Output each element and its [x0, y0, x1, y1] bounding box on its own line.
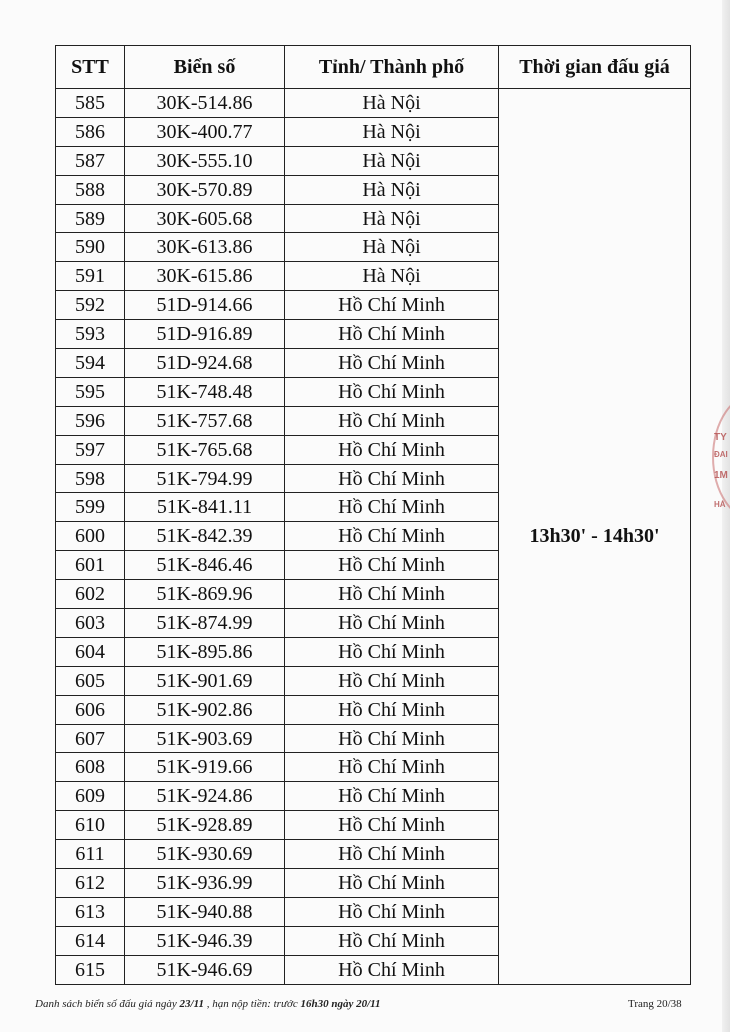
cell-plate: 51K-757.68 [125, 406, 285, 435]
cell-province: Hồ Chí Minh [285, 464, 499, 493]
cell-plate: 51D-914.66 [125, 291, 285, 320]
footer-note [35, 998, 381, 1010]
cell-stt: 609 [56, 782, 125, 811]
cell-plate: 51D-916.89 [125, 320, 285, 349]
cell-stt: 586 [56, 117, 125, 146]
cell-province: Hồ Chí Minh [285, 349, 499, 378]
cell-plate: 51K-765.68 [125, 435, 285, 464]
cell-stt: 591 [56, 262, 125, 291]
cell-plate: 51K-841.11 [125, 493, 285, 522]
cell-stt: 601 [56, 551, 125, 580]
cell-plate: 51K-902.86 [125, 695, 285, 724]
cell-province: Hồ Chí Minh [285, 811, 499, 840]
auction-table-container [55, 45, 690, 980]
cell-plate: 51K-846.46 [125, 551, 285, 580]
cell-plate: 51K-919.66 [125, 753, 285, 782]
cell-province: Hồ Chí Minh [285, 580, 499, 609]
cell-province: Hồ Chí Minh [285, 897, 499, 926]
footer-auction-date: 23/11 [179, 998, 204, 1010]
cell-stt: 593 [56, 320, 125, 349]
header-stt: STT [56, 46, 125, 89]
cell-province: Hồ Chí Minh [285, 753, 499, 782]
cell-plate: 51K-946.69 [125, 955, 285, 984]
cell-plate: 51K-924.86 [125, 782, 285, 811]
cell-plate: 51K-874.99 [125, 609, 285, 638]
table-header-row [56, 46, 691, 89]
cell-stt: 614 [56, 926, 125, 955]
cell-stt: 612 [56, 869, 125, 898]
cell-stt: 588 [56, 175, 125, 204]
cell-stt: 592 [56, 291, 125, 320]
cell-plate: 30K-605.68 [125, 204, 285, 233]
cell-province: Hồ Chí Minh [285, 522, 499, 551]
cell-plate: 30K-555.10 [125, 146, 285, 175]
cell-plate: 30K-615.86 [125, 262, 285, 291]
cell-stt: 602 [56, 580, 125, 609]
cell-auction-time: 13h30' - 14h30' [499, 89, 691, 985]
header-province: Tỉnh/ Thành phố [285, 46, 499, 89]
cell-stt: 607 [56, 724, 125, 753]
cell-stt: 613 [56, 897, 125, 926]
cell-province: Hồ Chí Minh [285, 637, 499, 666]
cell-stt: 597 [56, 435, 125, 464]
cell-stt: 615 [56, 955, 125, 984]
cell-province: Hồ Chí Minh [285, 291, 499, 320]
cell-stt: 606 [56, 695, 125, 724]
cell-province: Hà Nội [285, 146, 499, 175]
cell-province: Hồ Chí Minh [285, 666, 499, 695]
page-number: Trang 20/38 [628, 998, 682, 1010]
stamp-text-2: ĐAI [714, 450, 728, 459]
cell-plate: 51K-895.86 [125, 637, 285, 666]
cell-province: Hồ Chí Minh [285, 320, 499, 349]
cell-province: Hồ Chí Minh [285, 782, 499, 811]
cell-plate: 51K-936.99 [125, 869, 285, 898]
cell-stt: 585 [56, 89, 125, 118]
cell-plate: 51K-901.69 [125, 666, 285, 695]
cell-plate: 30K-570.89 [125, 175, 285, 204]
cell-stt: 595 [56, 377, 125, 406]
cell-plate: 51K-930.69 [125, 840, 285, 869]
cell-province: Hồ Chí Minh [285, 926, 499, 955]
table-body [56, 89, 691, 985]
cell-stt: 589 [56, 204, 125, 233]
stamp-text-1: TY [714, 432, 727, 443]
cell-stt: 599 [56, 493, 125, 522]
cell-stt: 604 [56, 637, 125, 666]
cell-province: Hà Nội [285, 175, 499, 204]
cell-plate: 51K-869.96 [125, 580, 285, 609]
cell-stt: 610 [56, 811, 125, 840]
auction-table [55, 45, 691, 985]
header-auction-time: Thời gian đấu giá [499, 46, 691, 89]
cell-province: Hà Nội [285, 117, 499, 146]
footer-deadline: 16h30 ngày 20/11 [300, 998, 381, 1010]
cell-province: Hà Nội [285, 233, 499, 262]
footer-prefix: Danh sách biển số đấu giá ngày [35, 998, 177, 1010]
cell-plate: 51D-924.68 [125, 349, 285, 378]
cell-stt: 608 [56, 753, 125, 782]
cell-plate: 30K-514.86 [125, 89, 285, 118]
cell-plate: 51K-794.99 [125, 464, 285, 493]
cell-province: Hồ Chí Minh [285, 551, 499, 580]
red-stamp [712, 392, 730, 522]
cell-province: Hà Nội [285, 204, 499, 233]
table-row [56, 89, 691, 118]
cell-province: Hồ Chí Minh [285, 695, 499, 724]
cell-province: Hồ Chí Minh [285, 840, 499, 869]
cell-stt: 600 [56, 522, 125, 551]
cell-province: Hồ Chí Minh [285, 869, 499, 898]
cell-stt: 587 [56, 146, 125, 175]
cell-province: Hồ Chí Minh [285, 955, 499, 984]
header-plate: Biển số [125, 46, 285, 89]
cell-province: Hồ Chí Minh [285, 724, 499, 753]
cell-plate: 51K-903.69 [125, 724, 285, 753]
cell-plate: 51K-928.89 [125, 811, 285, 840]
cell-province: Hà Nội [285, 262, 499, 291]
cell-province: Hồ Chí Minh [285, 609, 499, 638]
cell-stt: 594 [56, 349, 125, 378]
cell-plate: 51K-748.48 [125, 377, 285, 406]
cell-stt: 605 [56, 666, 125, 695]
cell-stt: 596 [56, 406, 125, 435]
cell-plate: 51K-946.39 [125, 926, 285, 955]
cell-province: Hồ Chí Minh [285, 377, 499, 406]
cell-stt: 611 [56, 840, 125, 869]
cell-plate: 51K-842.39 [125, 522, 285, 551]
footer-middle: , hạn nộp tiền: trước [206, 998, 298, 1010]
cell-plate: 30K-400.77 [125, 117, 285, 146]
cell-stt: 590 [56, 233, 125, 262]
cell-province: Hà Nội [285, 89, 499, 118]
cell-province: Hồ Chí Minh [285, 493, 499, 522]
cell-province: Hồ Chí Minh [285, 406, 499, 435]
stamp-text-3: 1M [714, 470, 728, 481]
cell-province: Hồ Chí Minh [285, 435, 499, 464]
cell-stt: 603 [56, 609, 125, 638]
cell-plate: 51K-940.88 [125, 897, 285, 926]
cell-plate: 30K-613.86 [125, 233, 285, 262]
cell-stt: 598 [56, 464, 125, 493]
stamp-text-4: HÀ [714, 500, 726, 509]
